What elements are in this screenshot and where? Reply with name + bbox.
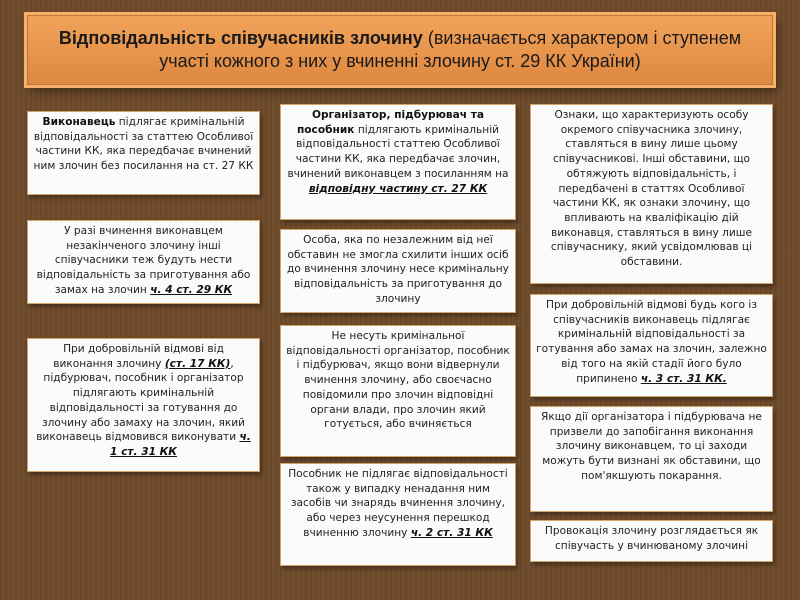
box-failed-incitement (280, 229, 516, 313)
refusal-text-b: , підбурювач, пособник і організатор підлягають кримінальній відповідальності за готування до злочину або замаху на злочин, який виконавець відмовився виконувати (36, 357, 245, 444)
box-personal-traits (530, 104, 773, 284)
refusal-anyone-ref: ч. 3 ст. 31 КК. (640, 372, 727, 385)
accomplice-text: Пособник не підлягає відповідальності також у випадку ненадання ним засобів чи знарядь вчинення злочину, або через неусунення перешкод вчиненню злочину (288, 468, 508, 539)
mitigating-text: Якщо дії організатора і підбурювача не призвели до запобігання виконання злочину виконавцем, то ці заходи можуть бути визнані як обставини, що пом'якшують покарання. (541, 411, 762, 482)
title-bold: Відповідальність співучасників злочину (58, 28, 423, 48)
box-unfinished-crime (27, 220, 260, 304)
refusal-text-a: При добровільній відмові від виконання злочину (53, 343, 224, 370)
organizer-bold: Організатор, підбурювач та пособник (296, 109, 485, 136)
accomplice-ref: ч. 2 ст. 31 КК (410, 526, 493, 539)
provocation-text: Провокація злочину розглядається як співучасть у вчинюваному злочині (544, 525, 759, 552)
failed-incitement-text: Особа, яка по незалежним від неї обставин не змогла схилити інших осіб до вчинення злочину несе кримінальну відповідальність за приготування до злочину (287, 234, 509, 305)
unfinished-ref: ч. 4 ст. 29 КК (150, 283, 233, 296)
refusal-ref-b: ч. 1 ст. 31 КК (110, 431, 251, 458)
organizer-text: підлягають кримінальній відповідальності статтею Особливої частини КК, яка передбачає злочин, вчинений виконавцем з посиланням на (287, 123, 509, 180)
box-refusal-anyone (530, 294, 773, 397)
title-banner (27, 15, 773, 85)
prevented-text: Не несуть кримінальної відповідальності організатор, пособник і підбурювач, якщо вони відвернули вчинення злочину, або своєчасно повідомили про злочин відповідні органи влади, про злочин який готується, або вчиняється (286, 330, 510, 431)
unfinished-text: У разі вчинення виконавцем незакінченого злочину інші співучасники теж будуть нести відповідальність за приготування або замах на злочин (36, 225, 251, 296)
box-accomplice-exemption (280, 463, 516, 566)
traits-text: Ознаки, що характеризують особу окремого співучасника злочину, ставляться в вину лише цьому співучасникові. Інші обставини, що обтяжують відповідальність, і передбачені в статтях Особливої частини КК, як ознаки злочину, що впливають на кваліфікацію дій виконавця, ставляться в вину лише співучаснику, який усвідомлював ці обставини. (550, 109, 753, 269)
box-organizer (280, 104, 516, 220)
title-rest: (визначається характером і ступенем участі кожного з них у вчиненні злочину ст. 29 КК України) (159, 28, 742, 71)
box-provocation (530, 520, 773, 562)
organizer-ref: відповідну частину ст. 27 КК (308, 182, 488, 195)
executor-bold: Виконавець (42, 116, 116, 128)
refusal-anyone-text: При добровільній відмові будь кого із співучасників виконавець підлягає кримінальній відповідальності за готування або замах на злочин, залежно від того на якій стадії його було припинено (536, 299, 767, 385)
executor-text: підлягає кримінальній відповідальності за статтею Особливої частини КК, яка передбачає вчинений ним злочин без посилання на ст. 27 КК (33, 116, 254, 173)
box-prevented-crime (280, 325, 516, 457)
box-voluntary-refusal-executor (27, 338, 260, 472)
page-title (28, 27, 772, 73)
box-executor (27, 111, 260, 195)
box-mitigating (530, 406, 773, 512)
refusal-ref-a: (ст. 17 КК) (164, 357, 231, 370)
